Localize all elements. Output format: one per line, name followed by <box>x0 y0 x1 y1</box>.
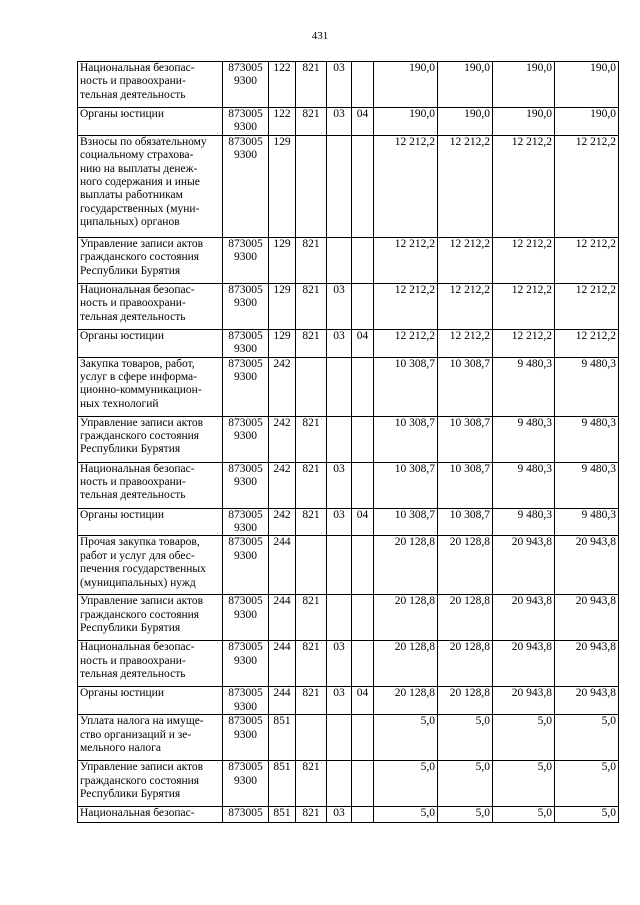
section: 03 <box>327 807 352 823</box>
budget-manager: 821 <box>296 108 327 136</box>
item-name: Национальная безопас- ность и правоохрани- тельная деятельность <box>78 462 223 508</box>
item-name: Органы юстиции <box>78 687 223 715</box>
expense-type: 851 <box>269 715 296 761</box>
budget-manager: 821 <box>296 283 327 329</box>
subsection <box>352 807 374 823</box>
section: 03 <box>327 108 352 136</box>
item-name: Органы юстиции <box>78 108 223 136</box>
amount-2: 20 128,8 <box>438 687 493 715</box>
amount-4: 20 943,8 <box>555 536 619 595</box>
budget-manager: 821 <box>296 237 327 283</box>
amount-2: 20 128,8 <box>438 641 493 687</box>
section: 03 <box>327 283 352 329</box>
expense-type: 242 <box>269 462 296 508</box>
item-name: Уплата налога на имуще- ство организаций и зе- мельного налога <box>78 715 223 761</box>
amount-3: 20 943,8 <box>493 687 555 715</box>
budget-manager: 821 <box>296 807 327 823</box>
subsection <box>352 595 374 641</box>
target-code: 873005 9300 <box>223 283 269 329</box>
budget-manager <box>296 357 327 416</box>
item-name: Управление записи актов гражданского состояния Республики Бурятия <box>78 416 223 462</box>
target-code: 873005 9300 <box>223 462 269 508</box>
amount-1: 20 128,8 <box>374 595 438 641</box>
table-row <box>78 641 619 687</box>
target-code: 873005 9300 <box>223 641 269 687</box>
amount-3: 20 943,8 <box>493 536 555 595</box>
expense-type: 242 <box>269 416 296 462</box>
amount-1: 20 128,8 <box>374 641 438 687</box>
expense-type: 244 <box>269 641 296 687</box>
table-row <box>78 761 619 807</box>
amount-2: 10 308,7 <box>438 462 493 508</box>
expense-type: 851 <box>269 761 296 807</box>
budget-manager: 821 <box>296 641 327 687</box>
section <box>327 715 352 761</box>
amount-4: 20 943,8 <box>555 641 619 687</box>
subsection <box>352 135 374 237</box>
amount-4: 5,0 <box>555 761 619 807</box>
amount-3: 190,0 <box>493 62 555 108</box>
amount-2: 12 212,2 <box>438 135 493 237</box>
amount-2: 20 128,8 <box>438 536 493 595</box>
section <box>327 536 352 595</box>
amount-2: 12 212,2 <box>438 237 493 283</box>
target-code: 873005 9300 <box>223 237 269 283</box>
amount-2: 5,0 <box>438 807 493 823</box>
amount-1: 12 212,2 <box>374 329 438 357</box>
table-row <box>78 595 619 641</box>
amount-2: 5,0 <box>438 761 493 807</box>
target-code: 873005 9300 <box>223 687 269 715</box>
amount-3: 5,0 <box>493 761 555 807</box>
amount-1: 12 212,2 <box>374 283 438 329</box>
amount-1: 10 308,7 <box>374 416 438 462</box>
page-number: 431 <box>311 30 329 42</box>
amount-4: 12 212,2 <box>555 329 619 357</box>
expense-type: 242 <box>269 508 296 536</box>
amount-2: 10 308,7 <box>438 357 493 416</box>
amount-1: 20 128,8 <box>374 687 438 715</box>
section: 03 <box>327 462 352 508</box>
item-name: Управление записи актов гражданского состояния Республики Бурятия <box>78 237 223 283</box>
expense-type: 129 <box>269 283 296 329</box>
item-name: Взносы по обязательному социальному страхова- нию на выплаты денеж- ного содержания и иные выплаты работникам государственных (муни- ципальных) органов <box>78 135 223 237</box>
target-code: 873005 9300 <box>223 595 269 641</box>
amount-4: 5,0 <box>555 715 619 761</box>
item-name: Национальная безопас- ность и правоохрани- тельная деятельность <box>78 283 223 329</box>
budget-manager <box>296 135 327 237</box>
budget-manager: 821 <box>296 416 327 462</box>
amount-1: 5,0 <box>374 761 438 807</box>
budget-manager <box>296 536 327 595</box>
amount-4: 9 480,3 <box>555 462 619 508</box>
amount-4: 9 480,3 <box>555 357 619 416</box>
target-code: 873005 9300 <box>223 62 269 108</box>
target-code: 873005 9300 <box>223 416 269 462</box>
amount-4: 20 943,8 <box>555 595 619 641</box>
table-row <box>78 62 619 108</box>
expense-type: 244 <box>269 536 296 595</box>
table-row <box>78 508 619 536</box>
section <box>327 237 352 283</box>
expense-type: 129 <box>269 135 296 237</box>
budget-manager <box>296 715 327 761</box>
budget-manager: 821 <box>296 329 327 357</box>
item-name: Национальная безопас- <box>78 807 223 823</box>
target-code: 873005 9300 <box>223 108 269 136</box>
section <box>327 135 352 237</box>
amount-1: 5,0 <box>374 715 438 761</box>
table-row <box>78 536 619 595</box>
subsection: 04 <box>352 108 374 136</box>
section <box>327 761 352 807</box>
table-row <box>78 807 619 823</box>
target-code: 873005 9300 <box>223 761 269 807</box>
subsection <box>352 357 374 416</box>
expense-type: 129 <box>269 237 296 283</box>
section <box>327 595 352 641</box>
budget-manager: 821 <box>296 62 327 108</box>
item-name: Закупка товаров, работ, услуг в сфере информа- ционно-коммуникацион- ных технологий <box>78 357 223 416</box>
item-name: Национальная безопас- ность и правоохрани- тельная деятельность <box>78 641 223 687</box>
expense-type: 851 <box>269 807 296 823</box>
budget-manager: 821 <box>296 462 327 508</box>
target-code: 873005 9300 <box>223 329 269 357</box>
amount-1: 20 128,8 <box>374 536 438 595</box>
amount-3: 5,0 <box>493 807 555 823</box>
table-row <box>78 108 619 136</box>
target-code: 873005 9300 <box>223 135 269 237</box>
section: 03 <box>327 62 352 108</box>
table-row <box>78 462 619 508</box>
amount-2: 12 212,2 <box>438 283 493 329</box>
amount-2: 10 308,7 <box>438 508 493 536</box>
table-row <box>78 283 619 329</box>
amount-4: 9 480,3 <box>555 416 619 462</box>
amount-3: 9 480,3 <box>493 508 555 536</box>
amount-3: 20 943,8 <box>493 595 555 641</box>
item-name: Управление записи актов гражданского состояния Республики Бурятия <box>78 761 223 807</box>
budget-manager: 821 <box>296 595 327 641</box>
table-body <box>78 62 619 823</box>
amount-3: 20 943,8 <box>493 641 555 687</box>
expense-type: 242 <box>269 357 296 416</box>
section: 03 <box>327 687 352 715</box>
amount-4: 20 943,8 <box>555 687 619 715</box>
subsection: 04 <box>352 687 374 715</box>
budget-table <box>77 61 619 823</box>
amount-2: 190,0 <box>438 62 493 108</box>
budget-manager: 821 <box>296 761 327 807</box>
subsection <box>352 536 374 595</box>
table-row <box>78 135 619 237</box>
item-name: Управление записи актов гражданского состояния Республики Бурятия <box>78 595 223 641</box>
target-code: 873005 9300 <box>223 508 269 536</box>
budget-manager: 821 <box>296 687 327 715</box>
amount-2: 10 308,7 <box>438 416 493 462</box>
expense-type: 122 <box>269 62 296 108</box>
amount-3: 12 212,2 <box>493 283 555 329</box>
table-row <box>78 687 619 715</box>
expense-type: 244 <box>269 687 296 715</box>
amount-4: 9 480,3 <box>555 508 619 536</box>
target-code: 873005 9300 <box>223 715 269 761</box>
amount-2: 5,0 <box>438 715 493 761</box>
target-code: 873005 9300 <box>223 357 269 416</box>
table-row <box>78 237 619 283</box>
subsection <box>352 283 374 329</box>
amount-4: 190,0 <box>555 62 619 108</box>
table-row <box>78 329 619 357</box>
amount-1: 10 308,7 <box>374 508 438 536</box>
subsection <box>352 62 374 108</box>
amount-1: 5,0 <box>374 807 438 823</box>
expense-type: 244 <box>269 595 296 641</box>
amount-1: 10 308,7 <box>374 357 438 416</box>
amount-3: 12 212,2 <box>493 237 555 283</box>
amount-1: 10 308,7 <box>374 462 438 508</box>
target-code: 873005 <box>223 807 269 823</box>
amount-3: 190,0 <box>493 108 555 136</box>
amount-2: 20 128,8 <box>438 595 493 641</box>
section <box>327 416 352 462</box>
amount-3: 9 480,3 <box>493 416 555 462</box>
subsection <box>352 715 374 761</box>
item-name: Органы юстиции <box>78 329 223 357</box>
amount-4: 190,0 <box>555 108 619 136</box>
section: 03 <box>327 508 352 536</box>
table-row <box>78 715 619 761</box>
section: 03 <box>327 641 352 687</box>
subsection <box>352 462 374 508</box>
amount-3: 12 212,2 <box>493 329 555 357</box>
amount-3: 5,0 <box>493 715 555 761</box>
item-name: Национальная безопас- ность и правоохрани- тельная деятельность <box>78 62 223 108</box>
amount-3: 12 212,2 <box>493 135 555 237</box>
amount-4: 12 212,2 <box>555 237 619 283</box>
section <box>327 357 352 416</box>
item-name: Органы юстиции <box>78 508 223 536</box>
amount-4: 5,0 <box>555 807 619 823</box>
amount-1: 190,0 <box>374 108 438 136</box>
expense-type: 122 <box>269 108 296 136</box>
item-name: Прочая закупка товаров, работ и услуг для обес- печения государственных (муниципальных) нужд <box>78 536 223 595</box>
subsection: 04 <box>352 508 374 536</box>
amount-2: 190,0 <box>438 108 493 136</box>
amount-4: 12 212,2 <box>555 283 619 329</box>
target-code: 873005 9300 <box>223 536 269 595</box>
amount-1: 12 212,2 <box>374 135 438 237</box>
amount-3: 9 480,3 <box>493 462 555 508</box>
subsection <box>352 237 374 283</box>
subsection: 04 <box>352 329 374 357</box>
table-row <box>78 416 619 462</box>
amount-1: 190,0 <box>374 62 438 108</box>
table-row <box>78 357 619 416</box>
subsection <box>352 641 374 687</box>
subsection <box>352 761 374 807</box>
amount-3: 9 480,3 <box>493 357 555 416</box>
amount-2: 12 212,2 <box>438 329 493 357</box>
expense-type: 129 <box>269 329 296 357</box>
amount-1: 12 212,2 <box>374 237 438 283</box>
budget-manager: 821 <box>296 508 327 536</box>
subsection <box>352 416 374 462</box>
section: 03 <box>327 329 352 357</box>
amount-4: 12 212,2 <box>555 135 619 237</box>
